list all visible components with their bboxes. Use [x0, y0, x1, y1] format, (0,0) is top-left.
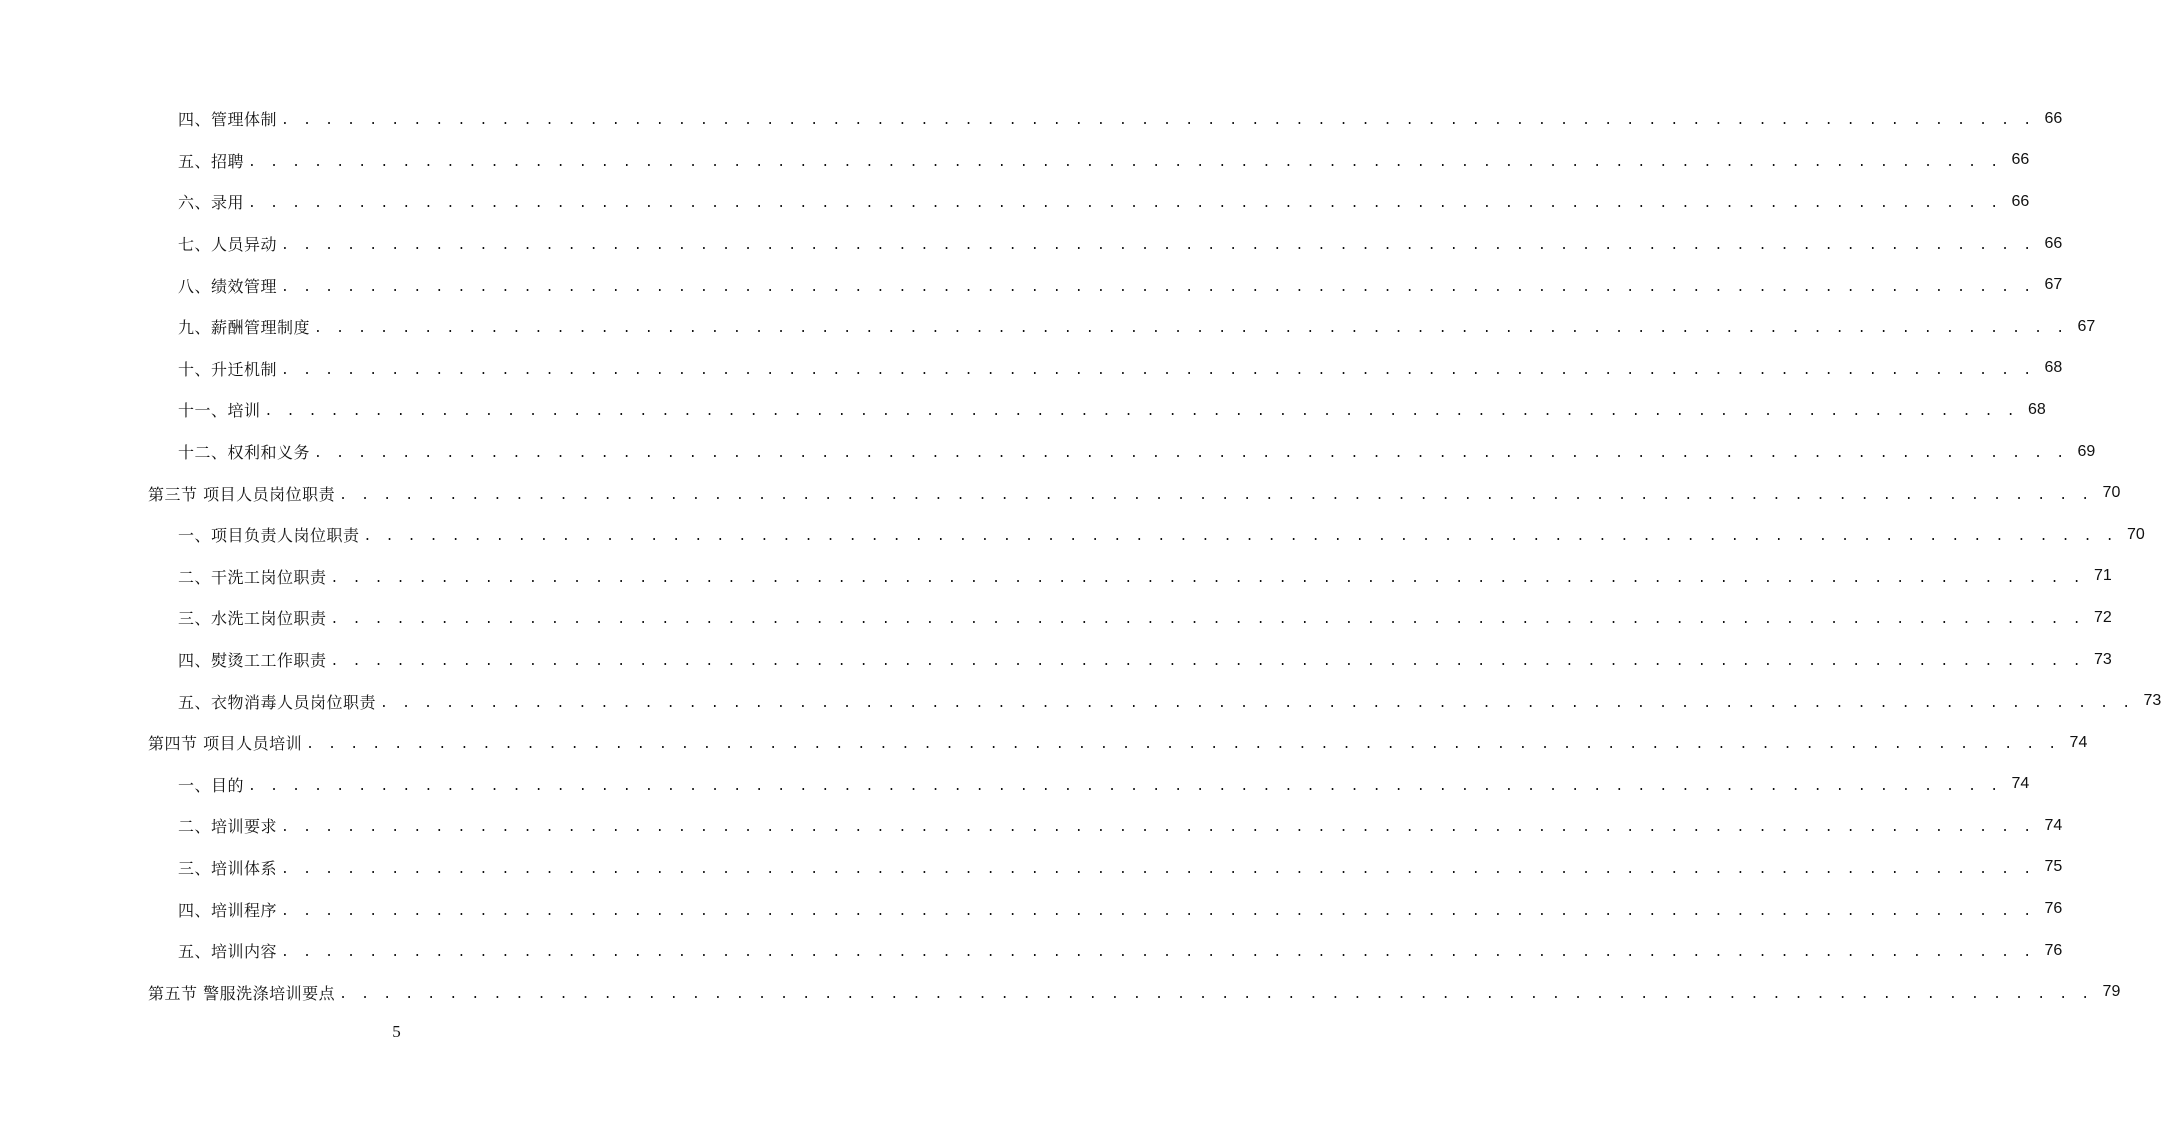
toc-dot-leader: . . . . . . . . . . . . . . . . . . . . . . . . . . . . . . . . . . . . . . . . . . . . . . . . . . . . . . . . . . . . . . . . . . . . . . . . . . . . . . . . — [314, 321, 2068, 337]
toc-entry-title: 三、培训体系 — [178, 858, 278, 878]
toc-entry-page: 66 — [2011, 192, 2030, 210]
toc-entry-title: 一、项目负责人岗位职责 — [178, 526, 360, 546]
toc-entry-title: 第四节 项目人员培训 — [148, 734, 303, 754]
toc-entry[interactable] — [0, 264, 2063, 306]
toc-section-entry[interactable] — [0, 971, 2121, 1013]
toc-entry-page: 76 — [2044, 941, 2063, 959]
toc-entry-page: 67 — [2044, 276, 2063, 294]
toc-section-entry[interactable] — [0, 722, 2088, 764]
toc-dot-leader: . . . . . . . . . . . . . . . . . . . . . . . . . . . . . . . . . . . . . . . . . . . . . . . . . . . . . . . . . . . . . . . . . . . . . . . . . . . . . . . . — [306, 737, 2060, 753]
toc-entry-title: 九、薪酬管理制度 — [178, 318, 311, 338]
toc-entry-title: 四、培训程序 — [178, 900, 278, 920]
toc-entry[interactable] — [0, 930, 2063, 972]
toc-entry-page: 68 — [2044, 359, 2063, 377]
toc-entry-page: 79 — [2102, 983, 2121, 1001]
toc-dot-leader: . . . . . . . . . . . . . . . . . . . . . . . . . . . . . . . . . . . . . . . . . . . . . . . . . . . . . . . . . . . . . . . . . . . . . . . . . . . . . . . . — [330, 612, 2084, 628]
toc-entry-page: 67 — [2077, 317, 2096, 335]
toc-dot-leader: . . . . . . . . . . . . . . . . . . . . . . . . . . . . . . . . . . . . . . . . . . . . . . . . . . . . . . . . . . . . . . . . . . . . . . . . . . . . . . . . — [330, 570, 2084, 586]
toc-entry-page: 66 — [2011, 151, 2030, 169]
toc-dot-leader: . . . . . . . . . . . . . . . . . . . . . . . . . . . . . . . . . . . . . . . . . . . . . . . . . . . . . . . . . . . . . . . . . . . . . . . . . . . . . . . . — [281, 903, 2035, 919]
toc-entry-page: 74 — [2044, 816, 2063, 834]
toc-dot-leader: . . . . . . . . . . . . . . . . . . . . . . . . . . . . . . . . . . . . . . . . . . . . . . . . . . . . . . . . . . . . . . . . . . . . . . . . . . . . . . . . — [330, 654, 2084, 670]
toc-entry-title: 第三节 项目人员岗位职责 — [148, 484, 336, 504]
toc-entry-title: 十、升迁机制 — [178, 359, 278, 379]
toc-entry[interactable] — [0, 140, 2030, 182]
toc-entry[interactable] — [0, 556, 2112, 598]
toc-entry[interactable] — [0, 888, 2063, 930]
toc-entry-page: 69 — [2077, 442, 2096, 460]
toc-dot-leader: . . . . . . . . . . . . . . . . . . . . . . . . . . . . . . . . . . . . . . . . . . . . . . . . . . . . . . . . . . . . . . . . . . . . . . . . . . . . . . . . — [281, 238, 2035, 254]
toc-entry-title: 一、目的 — [178, 775, 245, 795]
toc-entry-title: 六、录用 — [178, 193, 245, 213]
toc-entry[interactable] — [0, 764, 2030, 806]
toc-entry-page: 66 — [2044, 234, 2063, 252]
toc-entry-page: 72 — [2093, 608, 2112, 626]
toc-dot-leader: . . . . . . . . . . . . . . . . . . . . . . . . . . . . . . . . . . . . . . . . . . . . . . . . . . . . . . . . . . . . . . . . . . . . . . . . . . . . . . . . — [281, 113, 2035, 129]
toc-entry-page: 73 — [2093, 650, 2112, 668]
toc-entry-page: 66 — [2044, 109, 2063, 127]
toc-entry[interactable] — [0, 805, 2063, 847]
toc-dot-leader: . . . . . . . . . . . . . . . . . . . . . . . . . . . . . . . . . . . . . . . . . . . . . . . . . . . . . . . . . . . . . . . . . . . . . . . . . . . . . . . . — [281, 945, 2035, 961]
toc-entry-title: 五、招聘 — [178, 151, 245, 171]
toc-entry[interactable] — [0, 389, 2046, 431]
toc-entry-page: 74 — [2011, 775, 2030, 793]
toc-entry-title: 五、衣物消毒人员岗位职责 — [178, 692, 377, 712]
toc-entry[interactable] — [0, 639, 2112, 681]
toc-entry-page: 76 — [2044, 900, 2063, 918]
toc-entry-title: 五、培训内容 — [178, 942, 278, 962]
toc-entry[interactable] — [0, 597, 2112, 639]
toc-dot-leader: . . . . . . . . . . . . . . . . . . . . . . . . . . . . . . . . . . . . . . . . . . . . . . . . . . . . . . . . . . . . . . . . . . . . . . . . . . . . . . . . — [281, 362, 2035, 378]
toc-entry-page: 73 — [2143, 692, 2161, 710]
toc-section-entry[interactable] — [0, 472, 2121, 514]
toc-dot-leader: . . . . . . . . . . . . . . . . . . . . . . . . . . . . . . . . . . . . . . . . . . . . . . . . . . . . . . . . . . . . . . . . . . . . . . . . . . . . . . . . — [380, 695, 2134, 711]
toc-entry[interactable] — [0, 223, 2063, 265]
toc-dot-leader: . . . . . . . . . . . . . . . . . . . . . . . . . . . . . . . . . . . . . . . . . . . . . . . . . . . . . . . . . . . . . . . . . . . . . . . . . . . . . . . . — [314, 446, 2068, 462]
toc-entry[interactable] — [0, 847, 2063, 889]
toc-entry-page: 74 — [2069, 733, 2088, 751]
toc-entry-page: 68 — [2027, 400, 2046, 418]
toc-dot-leader: . . . . . . . . . . . . . . . . . . . . . . . . . . . . . . . . . . . . . . . . . . . . . . . . . . . . . . . . . . . . . . . . . . . . . . . . . . . . . . . . — [281, 861, 2035, 877]
toc-entry-title: 十一、培训 — [178, 401, 261, 421]
toc-dot-leader: . . . . . . . . . . . . . . . . . . . . . . . . . . . . . . . . . . . . . . . . . . . . . . . . . . . . . . . . . . . . . . . . . . . . . . . . . . . . . . . . — [248, 154, 2002, 170]
toc-dot-leader: . . . . . . . . . . . . . . . . . . . . . . . . . . . . . . . . . . . . . . . . . . . . . . . . . . . . . . . . . . . . . . . . . . . . . . . . . . . . . . . . — [248, 778, 2002, 794]
toc-entry-title: 四、熨烫工工作职责 — [178, 651, 327, 671]
toc-entry[interactable] — [0, 306, 2096, 348]
toc-entry-title: 十二、权利和义务 — [178, 443, 311, 463]
toc-entry[interactable] — [0, 348, 2063, 390]
toc-dot-leader: . . . . . . . . . . . . . . . . . . . . . . . . . . . . . . . . . . . . . . . . . . . . . . . . . . . . . . . . . . . . . . . . . . . . . . . . . . . . . . . . — [281, 279, 2035, 295]
toc-dot-leader: . . . . . . . . . . . . . . . . . . . . . . . . . . . . . . . . . . . . . . . . . . . . . . . . . . . . . . . . . . . . . . . . . . . . . . . . . . . . . . . . — [248, 196, 2002, 212]
page-number: 5 — [392, 1022, 401, 1041]
toc-dot-leader: . . . . . . . . . . . . . . . . . . . . . . . . . . . . . . . . . . . . . . . . . . . . . . . . . . . . . . . . . . . . . . . . . . . . . . . . . . . . . . . . — [339, 986, 2093, 1002]
toc-dot-leader: . . . . . . . . . . . . . . . . . . . . . . . . . . . . . . . . . . . . . . . . . . . . . . . . . . . . . . . . . . . . . . . . . . . . . . . . . . . . . . . . — [281, 820, 2035, 836]
toc-entry[interactable] — [0, 680, 2161, 722]
toc-entry-title: 三、水洗工岗位职责 — [178, 609, 327, 629]
toc-entry-title: 八、绩效管理 — [178, 276, 278, 296]
toc-entry-title: 二、培训要求 — [178, 817, 278, 837]
toc-entry[interactable] — [0, 514, 2145, 556]
toc-dot-leader: . . . . . . . . . . . . . . . . . . . . . . . . . . . . . . . . . . . . . . . . . . . . . . . . . . . . . . . . . . . . . . . . . . . . . . . . . . . . . . . . — [363, 529, 2117, 545]
toc-entry-page: 70 — [2102, 484, 2121, 502]
toc-dot-leader: . . . . . . . . . . . . . . . . . . . . . . . . . . . . . . . . . . . . . . . . . . . . . . . . . . . . . . . . . . . . . . . . . . . . . . . . . . . . . . . . — [339, 487, 2093, 503]
toc-entry-page: 75 — [2044, 858, 2063, 876]
toc-entry-title: 第五节 警服洗涤培训要点 — [148, 983, 336, 1003]
toc-entry-page: 71 — [2093, 567, 2112, 585]
toc-dot-leader: . . . . . . . . . . . . . . . . . . . . . . . . . . . . . . . . . . . . . . . . . . . . . . . . . . . . . . . . . . . . . . . . . . . . . . . . . . . . . . . . — [264, 404, 2018, 420]
toc-entry[interactable] — [0, 98, 2063, 140]
toc-entry[interactable] — [0, 431, 2096, 473]
toc-entry-title: 四、管理体制 — [178, 110, 278, 130]
toc-entry[interactable] — [0, 181, 2030, 223]
toc-entry-page: 70 — [2126, 525, 2145, 543]
table-of-contents — [0, 98, 2161, 1013]
toc-entry-title: 七、人员异动 — [178, 235, 278, 255]
toc-entry-title: 二、干洗工岗位职责 — [178, 567, 327, 587]
